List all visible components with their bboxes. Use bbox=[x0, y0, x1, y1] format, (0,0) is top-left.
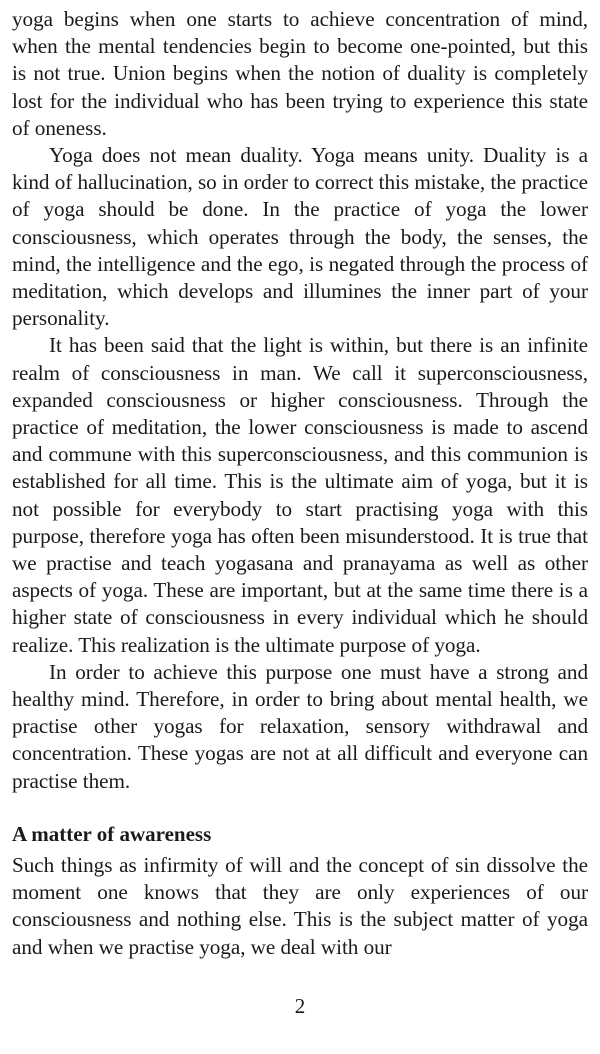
paragraph-continued: yoga begins when one starts to achieve concentration of mind, when the mental tendencies begin to become one-pointed, but this is not true. Union begins when the notion of duality is completely lost for the individual who has been trying to experience this state of oneness. bbox=[12, 7, 588, 140]
paragraph-superconsciousness: It has been said that the light is within, but there is an infinite realm of consciousness in man. We call it superconsciousness, expanded consciousness or higher consciousness. Through the practice of meditation, the lower consciousness is made to ascend and commune with this superconsciousness, and this communion is established for all time. This is the ultimate aim of yoga, but it is not possible for everybody to start practising yoga with this purpose, therefore yoga has often been misunderstood. It is true that we practise and teach yogasana and pranayama as well as other aspects of yoga. These are important, but at the same time there is a higher state of consciousness in every individual which he should realize. This realization is the ultimate purpose of yoga. bbox=[12, 333, 588, 657]
page-number: 2 bbox=[294, 994, 306, 1018]
section-heading: A matter of awareness bbox=[12, 821, 212, 846]
paragraph-duality: Yoga does not mean duality. Yoga means unity. Duality is a kind of hallucination, so in order to correct this mistake, the practice of yoga should be done. In the practice of yoga the lower consciousness, which operates through the body, the senses, the mind, the intelligence and the ego, is negated through the process of meditation, which develops and illumines the inner part of your personality. bbox=[12, 143, 588, 331]
paragraph-healthy-mind: In order to achieve this purpose one must have a strong and healthy mind. Therefore, in order to bring about mental health, we practise other yogas for relaxation, sensory withdrawal and concentration. These yogas are not at all difficult and everyone can practise them. bbox=[12, 659, 588, 793]
book-page bbox=[12, 6, 588, 1046]
paragraph-awareness: Such things as infirmity of will and the concept of sin dissolve the moment one knows that they are only experiences of our consciousness and nothing else. This is the subject matter of yoga and when we practise yoga, we deal with our bbox=[12, 852, 588, 959]
